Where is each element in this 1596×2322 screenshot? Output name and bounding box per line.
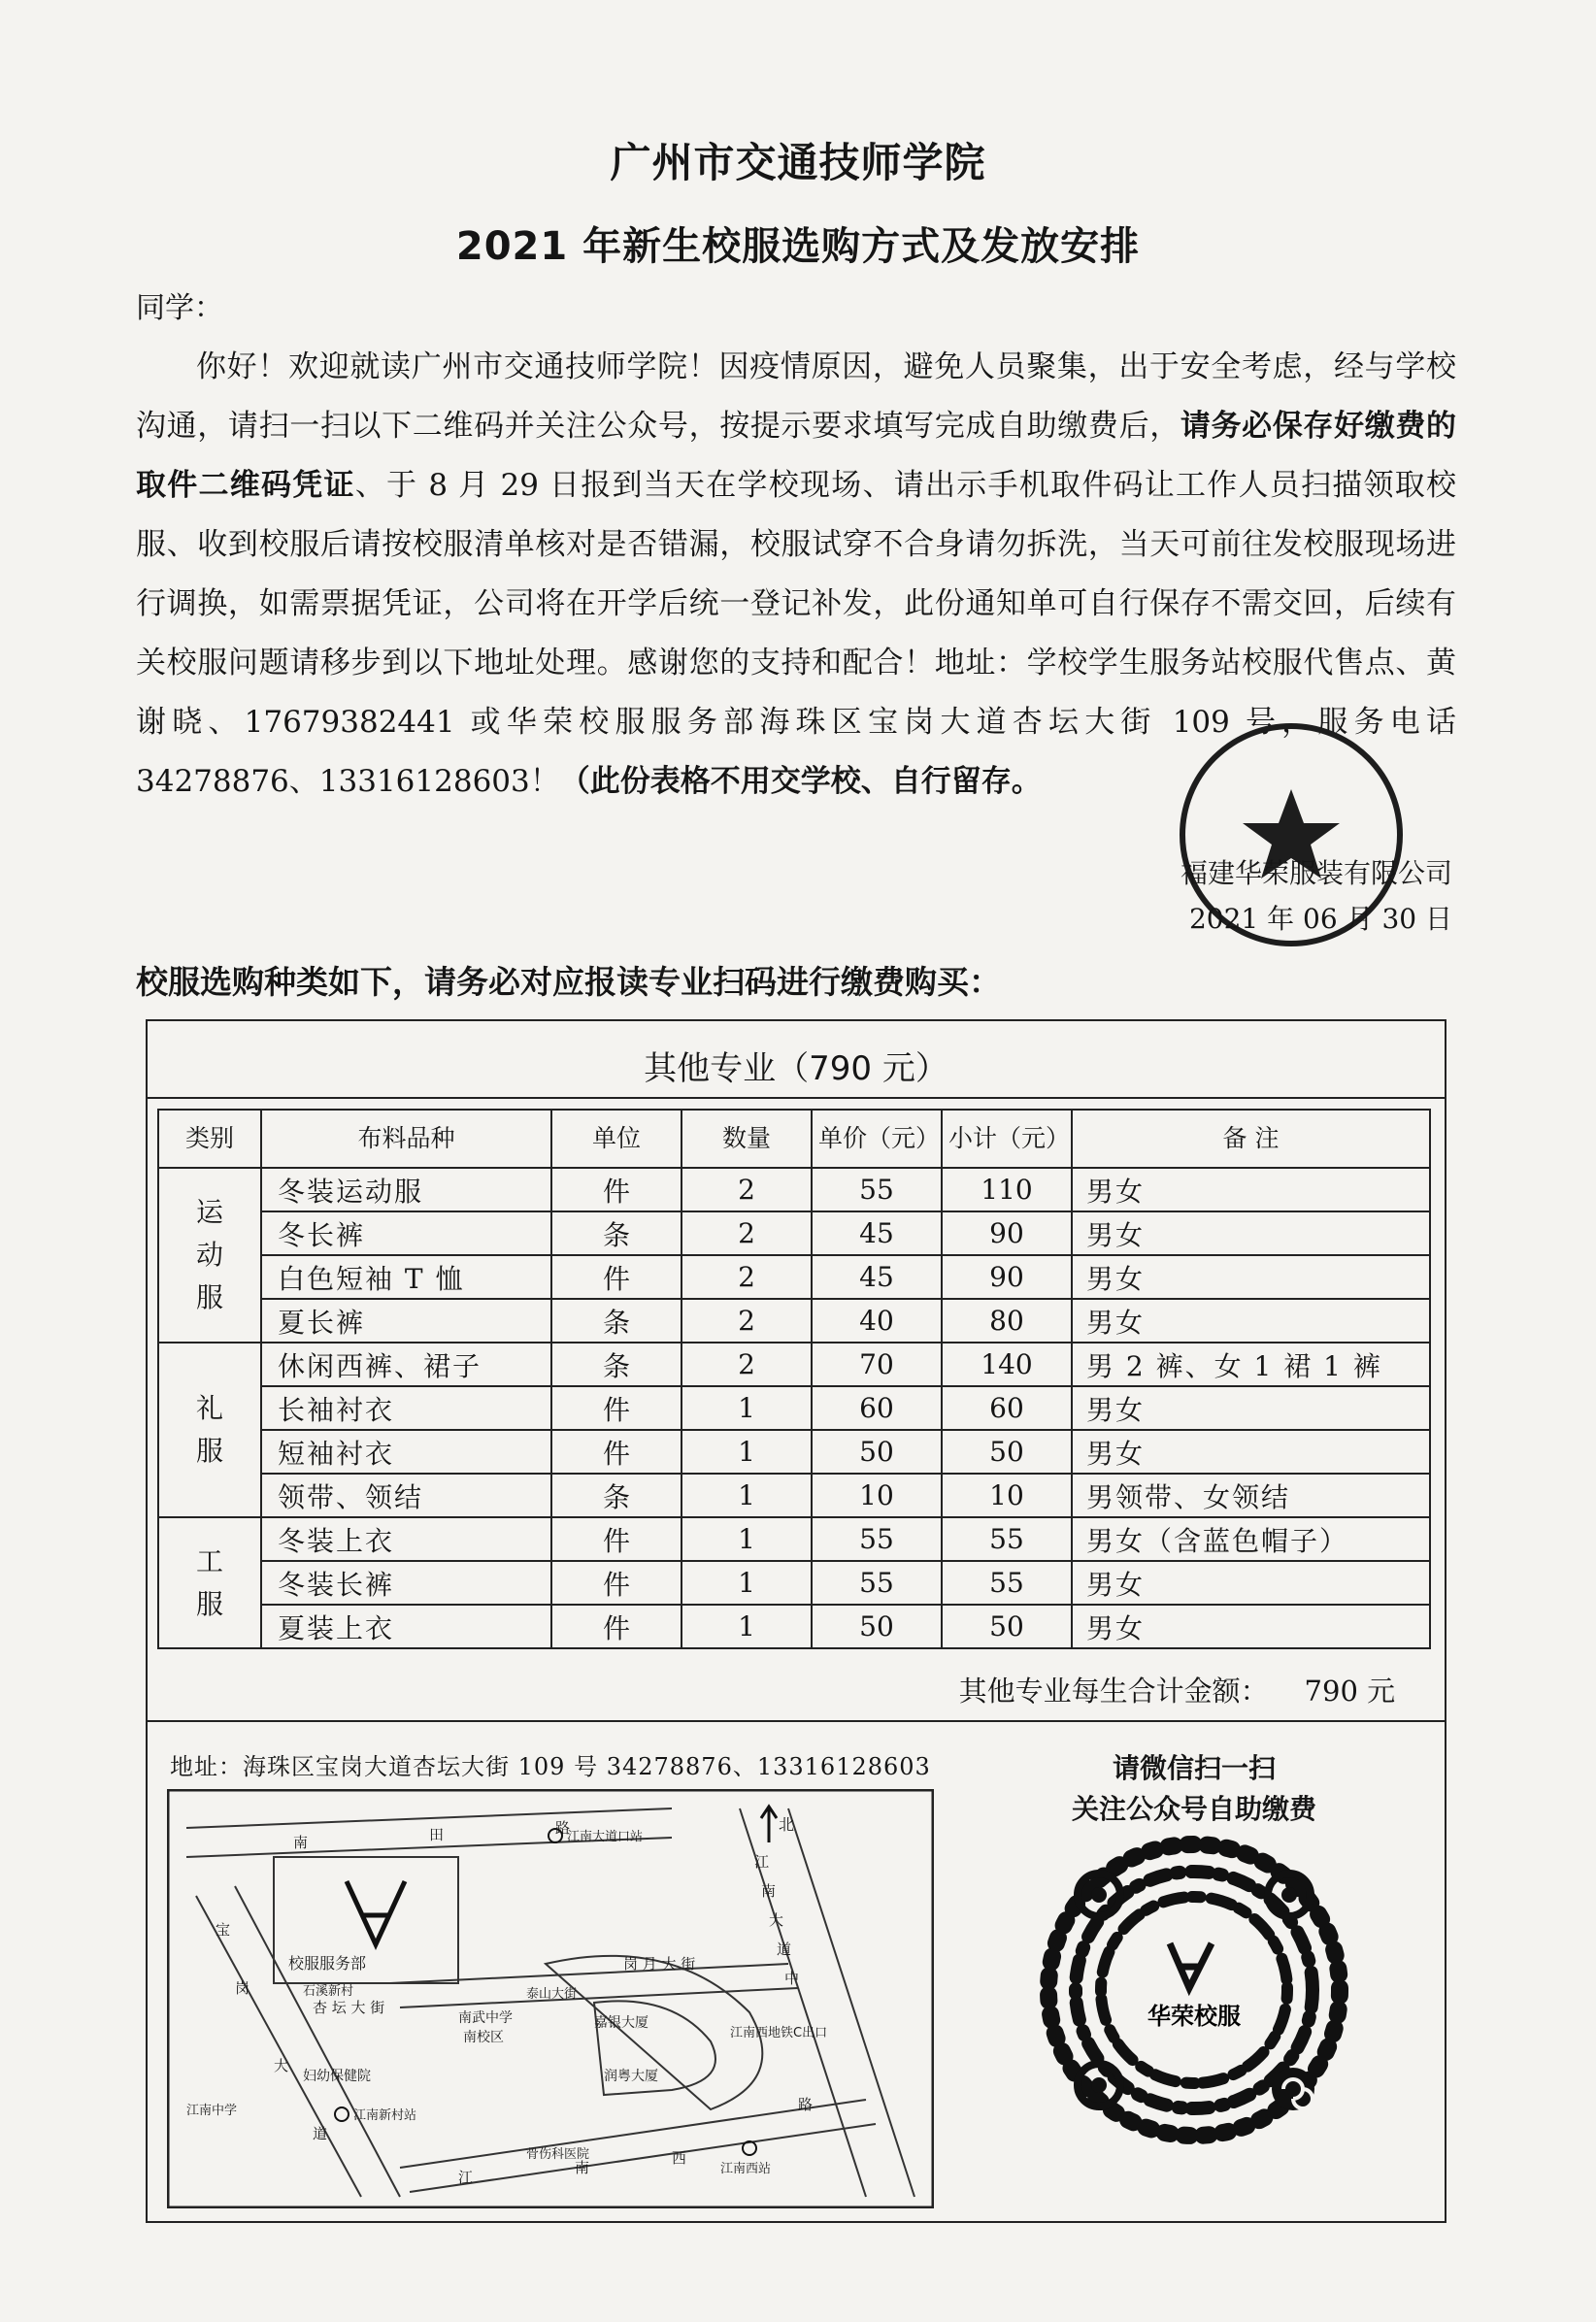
table-row [158,1343,1430,1386]
header-qty: 数量 [682,1110,812,1168]
cell-price: 50 [812,1430,942,1474]
cell-item: 夏长裤 [261,1299,551,1343]
table-row [158,1605,1430,1648]
map-road-char: 路 [555,1819,571,1837]
cell-subtotal: 50 [942,1605,1072,1648]
category-char: 服 [195,1587,223,1620]
map-north: 北 [779,1815,795,1834]
cell-price: 45 [812,1211,942,1255]
section-heading: 校服选购种类如下，请务必对应报读专业扫码进行缴费购买： [136,963,1001,1001]
qr-caption-line1: 请微信扫一扫 [1112,1752,1276,1784]
map-landmark: 石溪新村 [303,1984,354,1999]
cell-price: 70 [812,1343,942,1386]
category-char: 礼 [195,1392,223,1424]
total-row [157,1670,1431,1709]
location-map [167,1789,934,2208]
cell-price: 55 [812,1561,942,1605]
map-shop: 校服服务部 [288,1954,367,1973]
cell-unit: 条 [551,1474,682,1517]
cell-note: 男女（含蓝色帽子） [1072,1517,1430,1561]
cell-note: 男女 [1072,1255,1430,1299]
cell-note: 男女 [1072,1168,1430,1211]
category-sports [158,1168,261,1343]
cell-item: 短袖衬衣 [261,1430,551,1474]
map-landmark: 泰山大街 [526,1987,578,2002]
cell-price: 10 [812,1474,942,1517]
table-row [158,1517,1430,1561]
table-header-row [158,1110,1430,1168]
cell-subtotal: 90 [942,1255,1072,1299]
map-landmark: 妇幼保健院 [303,2069,371,2084]
map-landmark: 润粤大厦 [604,2069,658,2084]
table-row [158,1474,1430,1517]
cell-unit: 件 [551,1168,682,1211]
map-road-char: 宝 [216,1921,231,1939]
header-note: 备 注 [1072,1110,1430,1168]
table-row [158,1561,1430,1605]
cell-note: 男女 [1072,1605,1430,1648]
cell-subtotal: 90 [942,1211,1072,1255]
cell-qty: 2 [682,1255,812,1299]
header-price: 单价（元） [812,1110,942,1168]
map-road-char: 道 [313,2125,328,2142]
cell-qty: 1 [682,1605,812,1648]
cell-item: 冬装上衣 [261,1517,551,1561]
cell-note: 男女 [1072,1561,1430,1605]
table-row [158,1255,1430,1299]
map-station: 江南大道口站 [567,1830,644,1844]
wechat-qr-code[interactable] [1039,1835,1349,2145]
cell-unit: 件 [551,1430,682,1474]
divider [146,1097,1446,1099]
letter-bold-2: （此份表格不用交学校、自行留存。 [559,764,1042,799]
letter-text-2: 、于 8 月 29 日报到当天在学校现场、请出示手机取件码让工作人员扫描领取校服、收到校服后请按校服清单核对是否错漏，校服试穿不合身请勿拆洗，当天可前往发校服现场进行调换，如需票据凭证，公司将在开学后统一登记补发，此份通知单可自行保存不需交回，后续有关校服问题请移步到以下地址处理。感谢您的支持和配合！地址：学校学生服务站校服代售点、黄谢晓、17679382441 或华荣校服服务部海珠区宝岗大道杏坛大街 109 号，服务电话 34278876、13316128603！ [136,468,1456,799]
qr-caption-line2: 关注公众号自助缴费 [1071,1793,1316,1825]
address-line: 地址：海珠区宝岗大道杏坛大街 109 号 34278876、13316128603 [170,1753,931,1780]
total-label: 其他专业每生合计金额： [958,1675,1269,1708]
company-name: 福建华荣服装有限公司 [1180,857,1452,889]
header-item: 布料品种 [261,1110,551,1168]
cell-unit: 件 [551,1255,682,1299]
cell-note: 男女 [1072,1386,1430,1430]
cell-item: 白色短袖 T 恤 [261,1255,551,1299]
cell-subtotal: 55 [942,1561,1072,1605]
cell-note: 男领带、女领结 [1072,1474,1430,1517]
cell-price: 55 [812,1168,942,1211]
cell-item: 领带、领结 [261,1474,551,1517]
cell-item: 冬装长裤 [261,1561,551,1605]
map-station: 江南西站 [720,2162,772,2176]
cell-unit: 件 [551,1605,682,1648]
map-road-char: 大 [769,1911,784,1929]
table-row [158,1168,1430,1211]
cell-subtotal: 10 [942,1474,1072,1517]
cell-subtotal: 50 [942,1430,1072,1474]
map-road-yuedao: 岗 月 大 街 [623,1955,696,1973]
category-formal [158,1343,261,1517]
header-subtotal: 小计（元） [942,1110,1072,1168]
map-road-char: 田 [429,1826,445,1843]
map-station: 江南新村站 [353,2108,417,2123]
fee-table [157,1109,1431,1649]
map-road-char: 南 [293,1834,309,1851]
category-char: 服 [195,1435,223,1467]
map-landmark: 骨伤科医院 [526,2147,590,2162]
cell-unit: 条 [551,1211,682,1255]
table-title: 其他专业（790 元） [644,1049,948,1088]
cell-price: 40 [812,1299,942,1343]
map-station: 江南西地铁C出口 [730,2026,828,2040]
letter-text-1: 你好！欢迎就读广州市交通技师学院！因疫情原因，避免人员聚集，出于安全考虑，经与学校沟通，请扫一扫以下二维码并关注公众号，按提示要求填写完成自助缴费后， [136,349,1456,444]
greeting: 同学： [136,291,223,325]
cell-qty: 1 [682,1430,812,1474]
map-landmark: 南武中学 [458,2010,513,2026]
cell-item: 冬长裤 [261,1211,551,1255]
map-road-char: 江 [754,1853,770,1871]
cell-note: 男 2 裤、女 1 裙 1 裤 [1072,1343,1430,1386]
cell-item: 冬装运动服 [261,1168,551,1211]
cell-note: 男女 [1072,1430,1430,1474]
cell-qty: 1 [682,1386,812,1430]
map-road-char: 南 [575,2159,590,2176]
cell-price: 55 [812,1517,942,1561]
cell-qty: 2 [682,1211,812,1255]
map-road-char: 道 [777,1941,792,1958]
cell-price: 50 [812,1605,942,1648]
cell-unit: 件 [551,1386,682,1430]
qr-brand: 华荣校服 [1147,2003,1241,2030]
map-road-char: 路 [798,2096,814,2113]
header-category: 类别 [158,1110,261,1168]
cell-item: 休闲西裤、裙子 [261,1343,551,1386]
map-road-char: 大 [274,2057,289,2074]
category-char: 动 [195,1239,223,1271]
category-work [158,1517,261,1648]
cell-qty: 2 [682,1299,812,1343]
cell-qty: 1 [682,1474,812,1517]
table-row [158,1430,1430,1474]
cell-unit: 件 [551,1517,682,1561]
map-road-char: 中 [784,1970,800,1987]
category-char: 运 [195,1196,223,1228]
table-row [158,1299,1430,1343]
cell-item: 夏装上衣 [261,1605,551,1648]
cell-qty: 1 [682,1561,812,1605]
category-char: 工 [195,1544,223,1577]
letter-bold-1: 请务必保存好缴费的取件二维码凭证 [136,409,1457,503]
letter-date: 2021 年 06 月 30 日 [1188,903,1452,935]
page-title: 广州市交通技师学院 [610,139,986,186]
total-value: 790 元 [1304,1675,1396,1708]
cell-subtotal: 140 [942,1343,1072,1386]
map-road-char: 江 [458,2169,474,2186]
cell-qty: 2 [682,1343,812,1386]
cell-subtotal: 110 [942,1168,1072,1211]
map-road-char: 岗 [235,1979,250,1997]
map-road-char: 西 [672,2149,687,2167]
table-row [158,1386,1430,1430]
map-landmark: 江南中学 [186,2104,238,2118]
cell-unit: 条 [551,1299,682,1343]
cell-subtotal: 60 [942,1386,1072,1430]
cell-price: 45 [812,1255,942,1299]
cell-unit: 条 [551,1343,682,1386]
table-row [158,1211,1430,1255]
cell-unit: 件 [551,1561,682,1605]
cell-qty: 1 [682,1517,812,1561]
cell-note: 男女 [1072,1211,1430,1255]
map-landmark: 南校区 [463,2030,504,2045]
cell-subtotal: 55 [942,1517,1072,1561]
map-landmark: 嘉银大厦 [594,2015,648,2031]
cell-item: 长袖衬衣 [261,1386,551,1430]
cell-subtotal: 80 [942,1299,1072,1343]
map-road-char: 南 [761,1882,777,1900]
divider [146,1720,1446,1722]
map-road-xingtan: 杏 坛 大 街 [313,1999,385,2016]
category-char: 服 [195,1281,223,1313]
cell-note: 男女 [1072,1299,1430,1343]
cell-price: 60 [812,1386,942,1430]
header-unit: 单位 [551,1110,682,1168]
page-subtitle: 2021 年新生校服选购方式及发放安排 [455,224,1141,269]
cell-qty: 2 [682,1168,812,1211]
